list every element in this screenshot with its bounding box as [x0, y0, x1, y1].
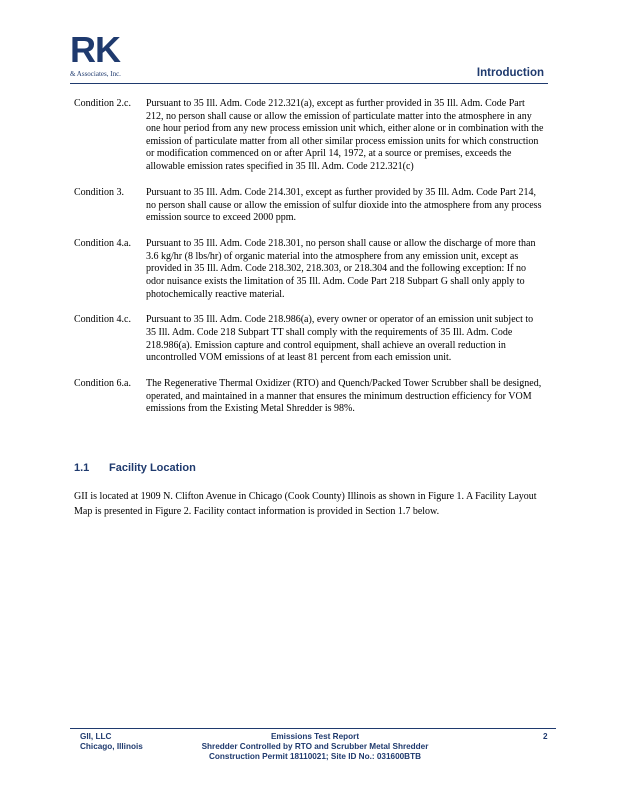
footer-divider	[70, 728, 556, 729]
page-number: 2	[543, 732, 548, 741]
page-section-title: Introduction	[476, 67, 544, 79]
header-divider	[70, 83, 548, 84]
condition-text: Pursuant to 35 Ill. Adm. Code 214.301, except as further provided by 35 Ill. Adm. Code Part 214, no person shall cause or allow the emission of sulfur dioxide into the atmosphere from any process emission source to exceed 2000 ppm.	[146, 186, 542, 224]
condition-item	[74, 98, 544, 174]
condition-text: Pursuant to 35 Ill. Adm. Code 212.321(a), except as further provided in 35 Ill. Adm. Code Part 212, no person shall cause or allow the emission of particulate matter into the atmosphere in any one hour period from any new process emission unit which, either alone or in combination with the emission of particulate matter from all other similar process emission units for which construction or modification commenced on or after April 14, 1972, at a source or premises, exceeds the allowable emission rates specified in 35 Ill. Adm. Code 212.321(c)	[146, 98, 544, 172]
logo-subtext: & Associates, Inc.	[70, 70, 121, 78]
footer-report-subtitle: Shredder Controlled by RTO and Scrubber Metal Shredder	[201, 742, 429, 752]
footer-company: GII, LLC	[80, 732, 112, 741]
condition-label: Condition 3.	[74, 186, 125, 198]
logo-letters: RK	[70, 29, 120, 70]
condition-label: Condition 4.a.	[74, 238, 131, 250]
condition-text: Pursuant to 35 Ill. Adm. Code 218.986(a), every owner or operator of an emission unit subject to 35 Ill. Adm. Code 218 Subpart TT shall comply with the requirements of 35 Ill. Adm. Code 218.986(a). Emission capture and control equipment, shall achieve an overall reduction in uncontrolled VOM emissions of at least 81 percent from each emission unit.	[146, 314, 534, 364]
footer-report-block	[170, 732, 460, 763]
condition-text: Pursuant to 35 Ill. Adm. Code 218.301, no person shall cause or allow the discharge of more than 3.6 kg/hr (8 lbs/hr) of organic material into the atmosphere from any emission unit, except as provided in 35 Ill. Adm. Code 218.302, 218.303, or 218.304 and the following exception: If no odor nuisance exists the limitation of 35 Ill. Adm. Code Part 218 Subpart G shall only apply to photochemically reactive material.	[146, 238, 536, 300]
condition-item	[74, 378, 544, 416]
body-paragraph: GII is located at 1909 N. Clifton Avenue in Chicago (Cook County) Illinois as shown in Figure 1. A Facility Layout Map is presented in Figure 2. Facility contact information is provided in Section 1.7 below.	[74, 491, 537, 517]
condition-item	[74, 187, 544, 225]
conditions-list	[74, 98, 544, 429]
condition-text: The Regenerative Thermal Oxidizer (RTO) and Quench/Packed Tower Scrubber shall be designed, operated, and maintained in a manner that ensures the minimum destruction efficiency for VOM emissions from the Existing Metal Shredder is 98%.	[146, 378, 542, 415]
condition-label: Condition 4.c.	[74, 314, 131, 326]
section-number: 1.1	[74, 462, 90, 474]
condition-label: Condition 2.c.	[74, 98, 131, 109]
section-title: Facility Location	[109, 462, 196, 474]
condition-item	[74, 314, 544, 364]
condition-label: Condition 6.a.	[74, 378, 131, 390]
section-heading	[74, 462, 196, 474]
footer-company-block	[80, 732, 143, 752]
footer-permit-line: Construction Permit 18110021; Site ID No.: 031600BTB	[208, 752, 422, 762]
footer-report-title: Emissions Test Report	[270, 732, 360, 741]
footer-location: Chicago, Illinois	[80, 742, 143, 752]
condition-item	[74, 238, 544, 301]
company-logo	[70, 29, 140, 82]
